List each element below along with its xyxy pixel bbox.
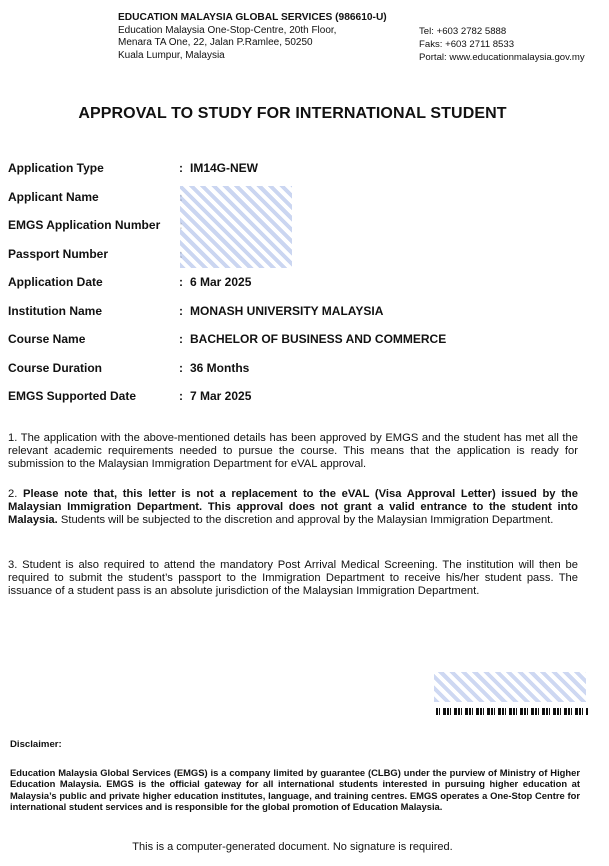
detail-row-emgs-application-number xyxy=(8,216,598,245)
redacted-qr-code xyxy=(434,672,586,702)
detail-row-institution-name xyxy=(8,302,598,331)
detail-label: Applicant Name xyxy=(8,189,99,204)
address-line: Menara TA One, 22, Jalan P.Ramlee, 50250 xyxy=(118,37,313,48)
notice-continuation: Students will be subjected to the discretion and approval by the Malaysian Immigration Department. xyxy=(57,514,554,527)
detail-row-applicant-name xyxy=(8,188,598,217)
fax: Faks: +603 2711 8533 xyxy=(419,39,515,50)
detail-row-course-name xyxy=(8,330,598,359)
detail-label: Course Name xyxy=(8,332,86,346)
detail-colon: : xyxy=(179,161,183,175)
detail-label: Institution Name xyxy=(8,303,103,318)
detail-row-passport-number xyxy=(8,245,598,274)
detail-row-application-type xyxy=(8,159,598,188)
disclaimer-title: Disclaimer: xyxy=(10,739,62,750)
detail-label: EMGS Application Number xyxy=(8,218,161,232)
organization-name: EDUCATION MALAYSIA GLOBAL SERVICES (986610-U) xyxy=(118,12,387,23)
detail-row-course-duration xyxy=(8,359,598,388)
detail-label: Application Type xyxy=(8,161,104,175)
detail-row-emgs-supported-date xyxy=(8,387,598,416)
letterhead-address xyxy=(118,12,387,62)
detail-label: Passport Number xyxy=(8,246,109,261)
detail-label: Course Duration xyxy=(8,360,103,375)
detail-value: 6 Mar 2025 xyxy=(190,275,252,289)
detail-colon: : xyxy=(179,275,183,289)
detail-value: BACHELOR OF BUSINESS AND COMMERCE xyxy=(190,332,447,346)
telephone: Tel: +603 2782 5888 xyxy=(419,26,507,37)
paragraph-eval-notice xyxy=(8,488,578,528)
detail-value: IM14G-NEW xyxy=(190,161,259,175)
detail-label: EMGS Supported Date xyxy=(8,389,137,403)
letterhead-contact xyxy=(419,25,585,64)
document-title: APPROVAL TO STUDY FOR INTERNATIONAL STUDENT xyxy=(78,105,507,122)
barcode xyxy=(436,708,588,715)
detail-row-application-date xyxy=(8,273,598,302)
detail-colon: : xyxy=(179,303,183,318)
detail-colon: : xyxy=(179,332,183,346)
paragraph-medical-screening: 3. Student is also required to attend the mandatory Post Arrival Medical Screening. The institution will then be required to submit the student’s passport to the Immigration Department to receive his/her student pass. The issuance of a student pass is an absolute jurisdiction of the Malaysian Immigration Department. xyxy=(8,559,578,598)
disclaimer-text: Education Malaysia Global Services (EMGS) is a company limited by guarantee (CLBG) under the purview of Ministry of Higher Education Malaysia. EMGS is the official gateway for all international students interested in pursuing higher education at Malaysia’s public and private higher education institutes, language, and training centres. EMGS operates a One-Stop Centre for international student services and is responsible for the global promotion of Education Malaysia. xyxy=(10,767,580,813)
bold-notice: Please note that, this letter is not a replacement to the eVAL (Visa Approval Letter) issued by the Malaysian Immigration Department. This approval does not grant a valid entrance to the student into Malaysia. xyxy=(8,488,578,527)
paragraph-number: 2. xyxy=(8,488,24,500)
computer-generated-note: This is a computer-generated document. No signature is required. xyxy=(132,841,453,853)
application-details xyxy=(8,159,598,416)
detail-value: 7 Mar 2025 xyxy=(190,389,252,403)
detail-colon: : xyxy=(179,360,183,375)
paragraph-approval-notice: 1. The application with the above-mentioned details has been approved by EMGS and the student has met all the relevant academic requirements needed to pursue the course. This means that the application is ready for submission to the Malaysian Immigration Department for eVAL approval. xyxy=(8,432,578,471)
redacted-personal-info xyxy=(180,186,292,268)
detail-label: Application Date xyxy=(8,275,103,289)
detail-value: 36 Months xyxy=(190,360,250,375)
portal-url: Portal: www.educationmalaysia.gov.my xyxy=(419,52,585,63)
detail-value: MONASH UNIVERSITY MALAYSIA xyxy=(190,303,384,318)
address-line: Education Malaysia One-Stop-Centre, 20th Floor, xyxy=(118,24,337,36)
address-line: Kuala Lumpur, Malaysia xyxy=(118,49,225,61)
detail-colon: : xyxy=(179,389,183,403)
